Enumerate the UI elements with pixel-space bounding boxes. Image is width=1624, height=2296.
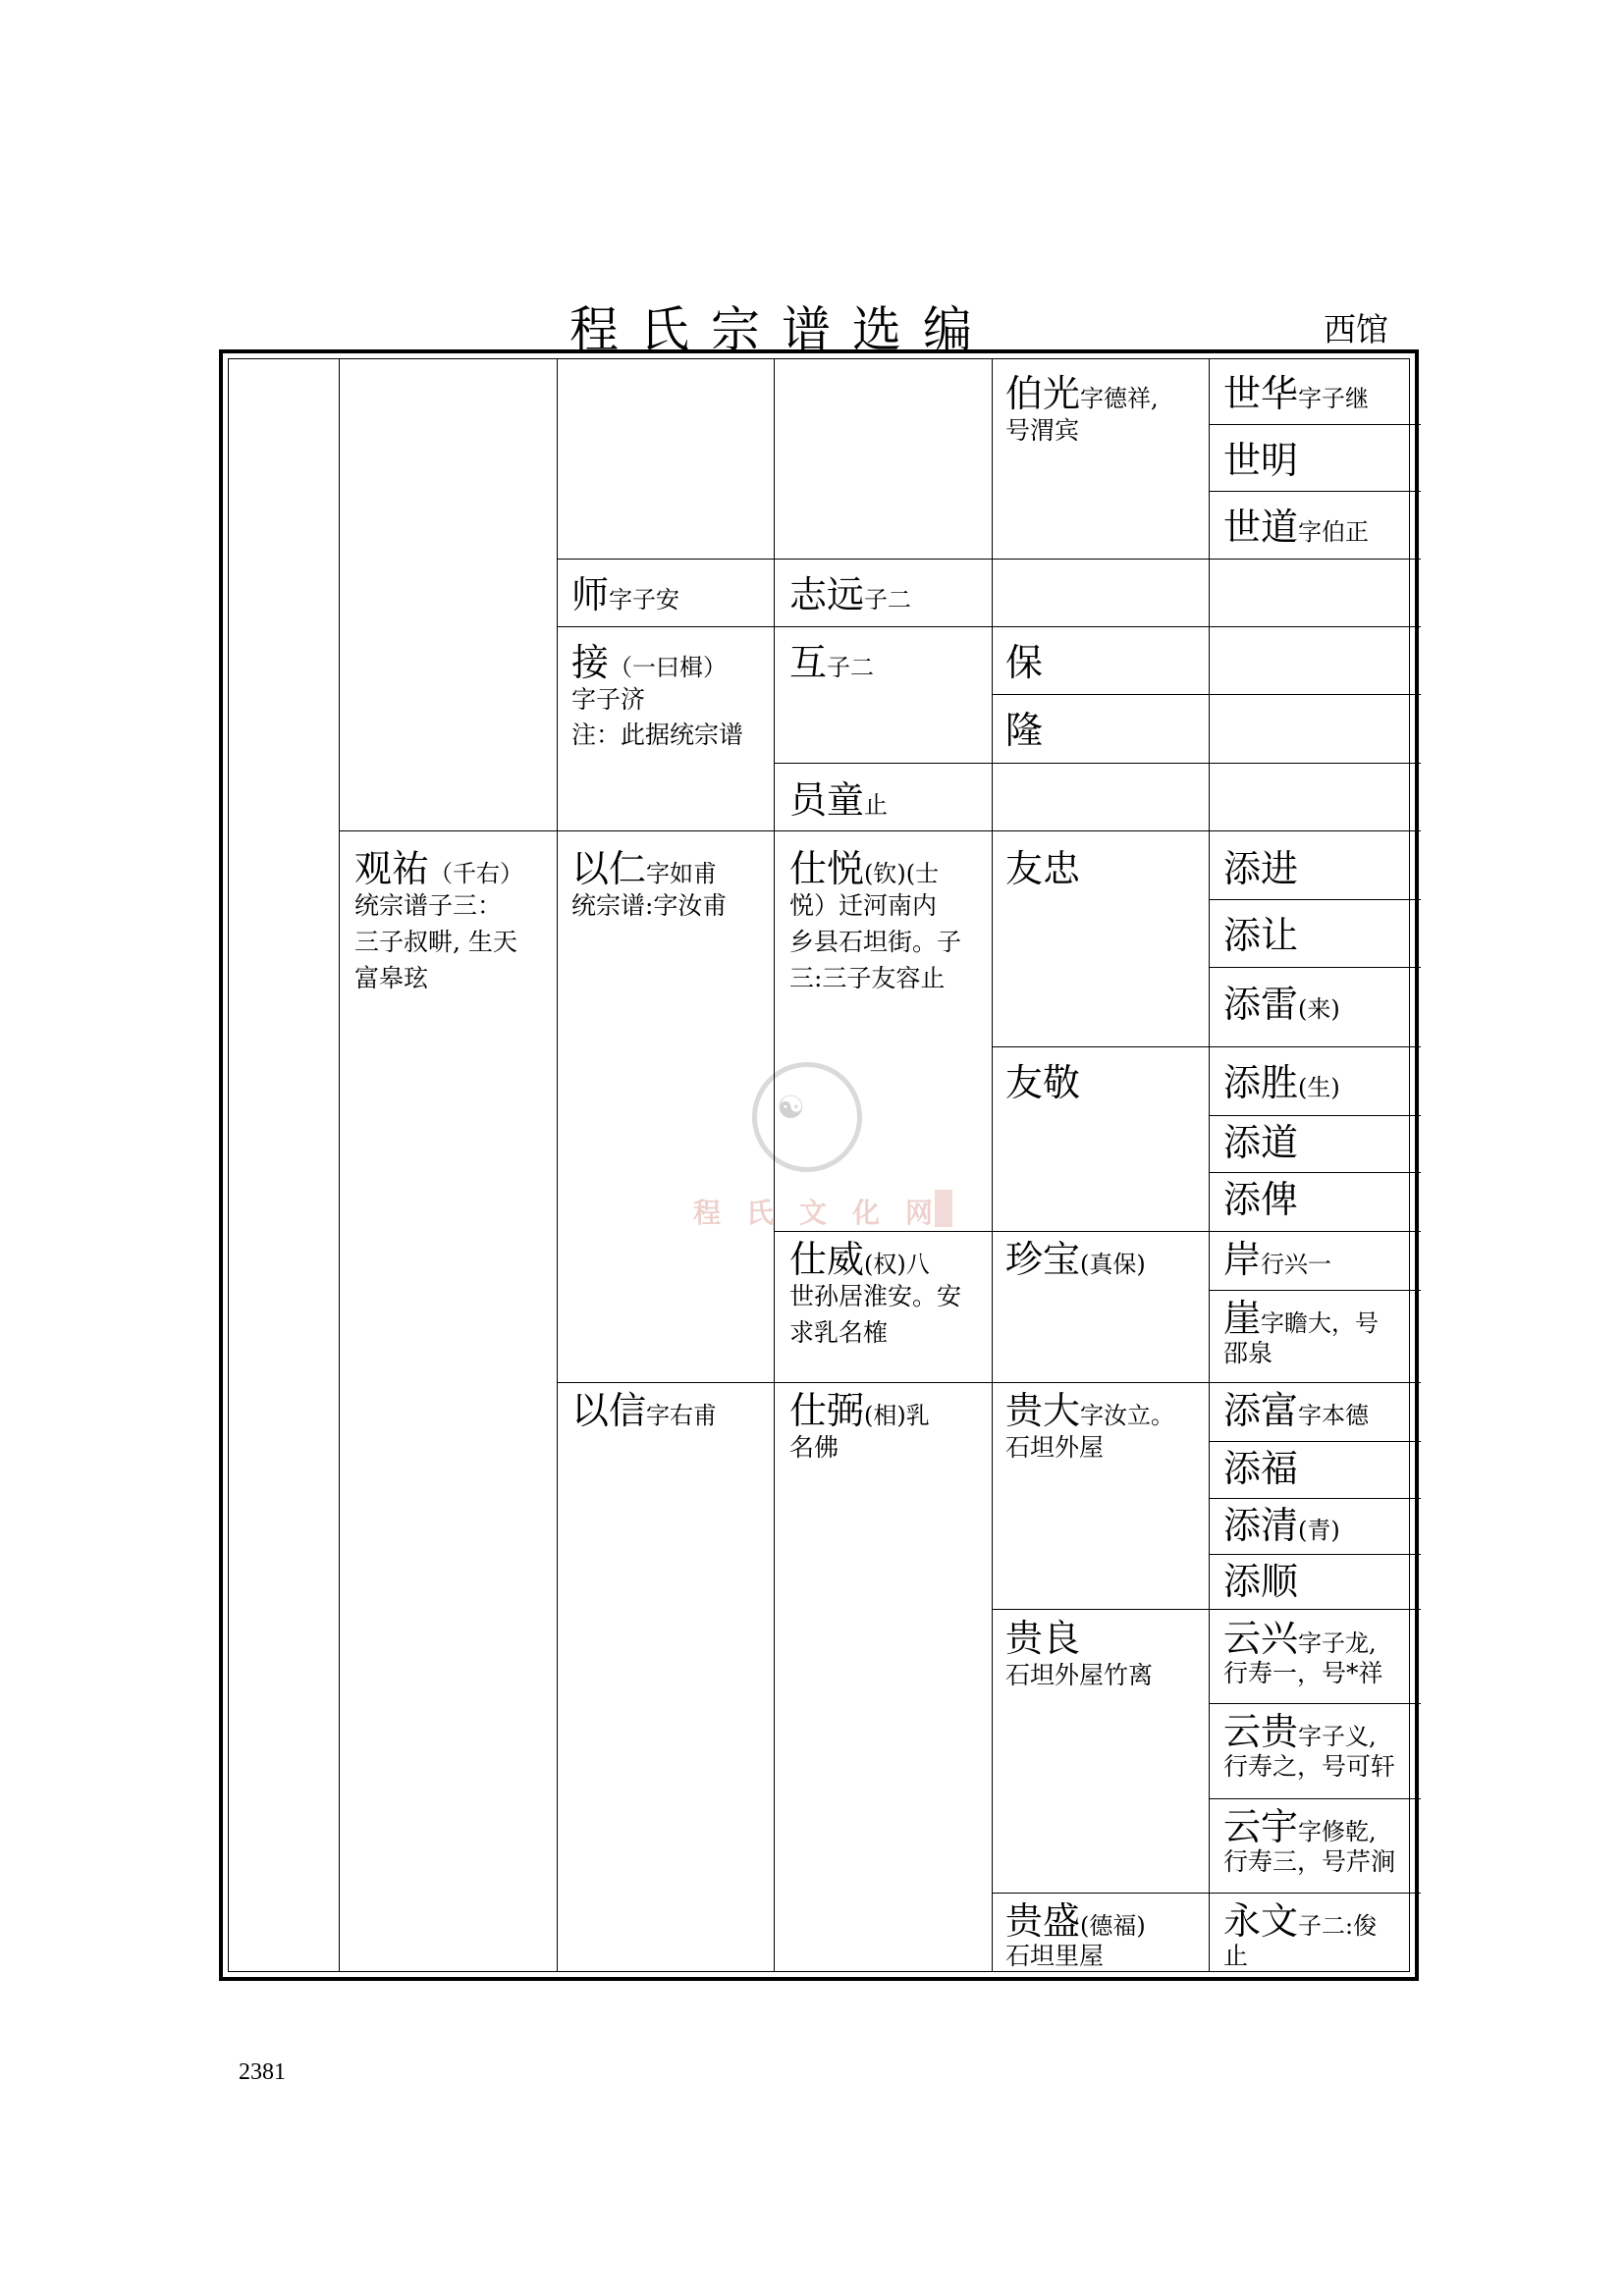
seal-text: ☯	[777, 1089, 805, 1126]
person-note: 三:三子友容止	[789, 964, 946, 992]
entry-yiren	[571, 847, 728, 924]
row-line	[1209, 1498, 1421, 1499]
person-note: 子二	[827, 654, 875, 681]
entry-hu	[789, 641, 875, 684]
entry-shidao	[1223, 506, 1370, 549]
entry-guisheng	[1005, 1899, 1146, 1973]
person-name: 观祐	[354, 847, 430, 890]
person-note: 字子继	[1298, 385, 1370, 412]
person-note: 悦）迁河南内	[789, 891, 938, 920]
row-line	[1209, 1798, 1421, 1799]
person-note: 石坦里屋	[1005, 1942, 1105, 1970]
person-note: 字子义,	[1298, 1723, 1377, 1750]
person-name: 世明	[1223, 439, 1299, 482]
person-name: 添道	[1223, 1121, 1299, 1164]
person-note: (青)	[1298, 1517, 1340, 1544]
person-name: 岸	[1223, 1238, 1262, 1281]
person-note: 止	[1223, 1942, 1249, 1970]
person-note: 字瞻大，号	[1261, 1309, 1380, 1337]
column-line	[992, 358, 993, 1971]
person-name: 添福	[1223, 1447, 1299, 1490]
row-line	[1209, 491, 1421, 492]
person-note: 三子叔畊, 生天	[354, 928, 517, 956]
entry-guanyou	[354, 847, 524, 996]
person-note: 乡县石坦街。子	[789, 928, 962, 956]
entry-boguang	[1005, 372, 1159, 449]
person-name: 贵良	[1005, 1617, 1081, 1660]
person-note: (相)乳	[864, 1402, 930, 1429]
row-line	[1209, 1441, 1421, 1442]
column-line	[557, 358, 558, 1971]
entry-shiming	[1223, 439, 1299, 482]
entry-guida	[1005, 1389, 1175, 1466]
entry-tianfu1	[1223, 1389, 1370, 1432]
person-name: 崖	[1223, 1297, 1262, 1340]
person-note: （千右）	[429, 860, 524, 887]
entry-yungui	[1223, 1710, 1396, 1784]
entry-shi	[571, 573, 680, 616]
person-name: 世华	[1223, 372, 1299, 415]
person-note: 富皋玹	[354, 964, 429, 992]
person-note: (生)	[1298, 1074, 1340, 1101]
person-note: 字伯正	[1298, 518, 1370, 546]
person-name: 贵大	[1005, 1389, 1081, 1432]
row-line	[339, 830, 1421, 831]
person-name: 添雷	[1223, 983, 1299, 1026]
entry-yongwen	[1223, 1899, 1378, 1973]
person-name: 添胜	[1223, 1061, 1299, 1104]
person-name: 云宇	[1223, 1805, 1299, 1848]
row-line	[557, 1382, 1421, 1383]
person-name: 添进	[1223, 847, 1299, 890]
row-line	[992, 1046, 1421, 1047]
person-note: (权)八	[864, 1251, 930, 1278]
person-note: 行兴一	[1261, 1251, 1332, 1278]
page-number: 2381	[239, 2059, 286, 2085]
person-note: 石坦外屋	[1005, 1433, 1105, 1462]
entry-youjing	[1005, 1061, 1081, 1104]
person-name: 永文	[1223, 1899, 1299, 1943]
person-name: 师	[571, 573, 610, 616]
row-line	[1209, 1703, 1421, 1704]
row-line	[1209, 424, 1421, 425]
person-name: 贵盛	[1005, 1899, 1081, 1943]
person-note: 字右甫	[646, 1402, 718, 1429]
person-name: 志远	[789, 573, 865, 616]
person-note: 行寿之，号可轩	[1223, 1752, 1396, 1781]
entry-tianfu2	[1223, 1447, 1299, 1490]
person-name: 友敬	[1005, 1061, 1081, 1104]
row-line	[774, 1231, 1421, 1232]
entry-tianjin	[1223, 847, 1299, 890]
person-note: 行寿三，号芹涧	[1223, 1847, 1396, 1876]
person-note: (钦)(士	[864, 860, 940, 887]
entry-shiyue	[789, 847, 962, 996]
person-name: 云兴	[1223, 1617, 1299, 1660]
person-note: (来)	[1298, 995, 1340, 1023]
row-line	[774, 763, 1421, 764]
person-name: 添顺	[1223, 1560, 1299, 1603]
person-note: (德福)	[1080, 1912, 1146, 1940]
person-note: 号渭宾	[1005, 416, 1080, 445]
person-name: 仕弼	[789, 1389, 865, 1432]
column-line	[1209, 358, 1210, 1971]
entry-yuantong	[789, 778, 889, 822]
person-name: 伯光	[1005, 372, 1081, 415]
row-line	[1209, 1290, 1421, 1291]
person-name: 仕威	[789, 1238, 865, 1281]
row-line	[557, 559, 1421, 560]
person-name: 互	[789, 641, 828, 684]
entry-tiansheng	[1223, 1061, 1340, 1104]
row-line	[1209, 1172, 1421, 1173]
person-note: 字修乾,	[1298, 1818, 1377, 1845]
branch-label: 西馆	[1324, 310, 1388, 348]
column-line	[774, 358, 775, 1971]
column-line	[339, 358, 340, 1971]
entry-tianshun	[1223, 1560, 1299, 1603]
person-name: 友忠	[1005, 847, 1081, 890]
person-note: 注：此据统宗谱	[571, 721, 744, 749]
person-note: 字德祥,	[1080, 385, 1159, 412]
entry-shibi	[789, 1389, 930, 1466]
row-line	[992, 1893, 1421, 1894]
person-name: 珍宝	[1005, 1238, 1081, 1281]
entry-jie	[571, 641, 744, 753]
entry-zhiyuan	[789, 573, 912, 616]
row-line	[1209, 1554, 1421, 1555]
entry-tianrang	[1223, 914, 1299, 957]
entry-tianlei	[1223, 983, 1340, 1026]
row-line	[992, 1609, 1421, 1610]
entry-yunxing	[1223, 1617, 1383, 1690]
entry-yixin	[571, 1389, 718, 1432]
person-note: 字子龙,	[1298, 1629, 1377, 1657]
person-note: 字如甫	[646, 860, 718, 887]
page-title: 程氏宗谱选编	[569, 301, 994, 358]
person-name: 添富	[1223, 1389, 1299, 1432]
person-name: 世道	[1223, 506, 1299, 549]
person-note: 子二:俊	[1298, 1912, 1378, 1940]
entry-bao	[1005, 641, 1044, 684]
entry-tiandao	[1223, 1121, 1299, 1164]
entry-an	[1223, 1238, 1332, 1281]
person-note: 名佛	[789, 1433, 839, 1462]
row-line	[557, 626, 1421, 627]
row-line	[1209, 1115, 1421, 1116]
person-name: 以信	[571, 1389, 647, 1432]
person-note: 行寿一，号*祥	[1223, 1659, 1383, 1687]
person-note: 字本德	[1298, 1402, 1370, 1429]
watermark-text: 程氏文化网	[693, 1197, 959, 1229]
entry-tianbi	[1223, 1178, 1299, 1221]
person-name: 员童	[789, 778, 865, 822]
person-name: 仕悦	[789, 847, 865, 890]
entry-long	[1005, 709, 1044, 752]
person-note: 字汝立。	[1080, 1402, 1175, 1429]
row-line	[1209, 967, 1421, 968]
entry-shihua	[1223, 372, 1370, 415]
person-name: 云贵	[1223, 1710, 1299, 1753]
row-line	[1209, 899, 1421, 900]
person-name: 添俾	[1223, 1178, 1299, 1221]
person-name: 保	[1005, 641, 1044, 684]
person-note: 子二	[864, 586, 912, 614]
entry-guiliang	[1005, 1617, 1154, 1693]
entry-ya	[1223, 1297, 1380, 1370]
person-name: 以仁	[571, 847, 647, 890]
person-note: 统宗谱:字汝甫	[571, 891, 728, 920]
person-note: 石坦外屋竹离	[1005, 1661, 1154, 1689]
entry-shiwei	[789, 1238, 962, 1351]
entry-youzhong	[1005, 847, 1081, 890]
person-name: 添让	[1223, 914, 1299, 957]
person-name: 添清	[1223, 1504, 1299, 1547]
person-note: (真保)	[1080, 1251, 1146, 1278]
row-line	[992, 694, 1421, 695]
person-note: 统宗谱子三：	[354, 891, 503, 920]
entry-zhenbao	[1005, 1238, 1146, 1281]
person-note: （一曰楫）	[609, 654, 728, 681]
person-note: 求乳名榷	[789, 1318, 889, 1347]
person-name: 接	[571, 641, 610, 684]
person-name: 隆	[1005, 709, 1044, 752]
person-note: 字子济	[571, 685, 646, 714]
entry-yunyu	[1223, 1805, 1396, 1879]
person-note: 邵泉	[1223, 1339, 1273, 1367]
person-note: 字子安	[609, 586, 680, 614]
person-note: 止	[864, 791, 889, 819]
entry-tianqing	[1223, 1504, 1340, 1547]
person-note: 世孙居淮安。安	[789, 1282, 962, 1310]
